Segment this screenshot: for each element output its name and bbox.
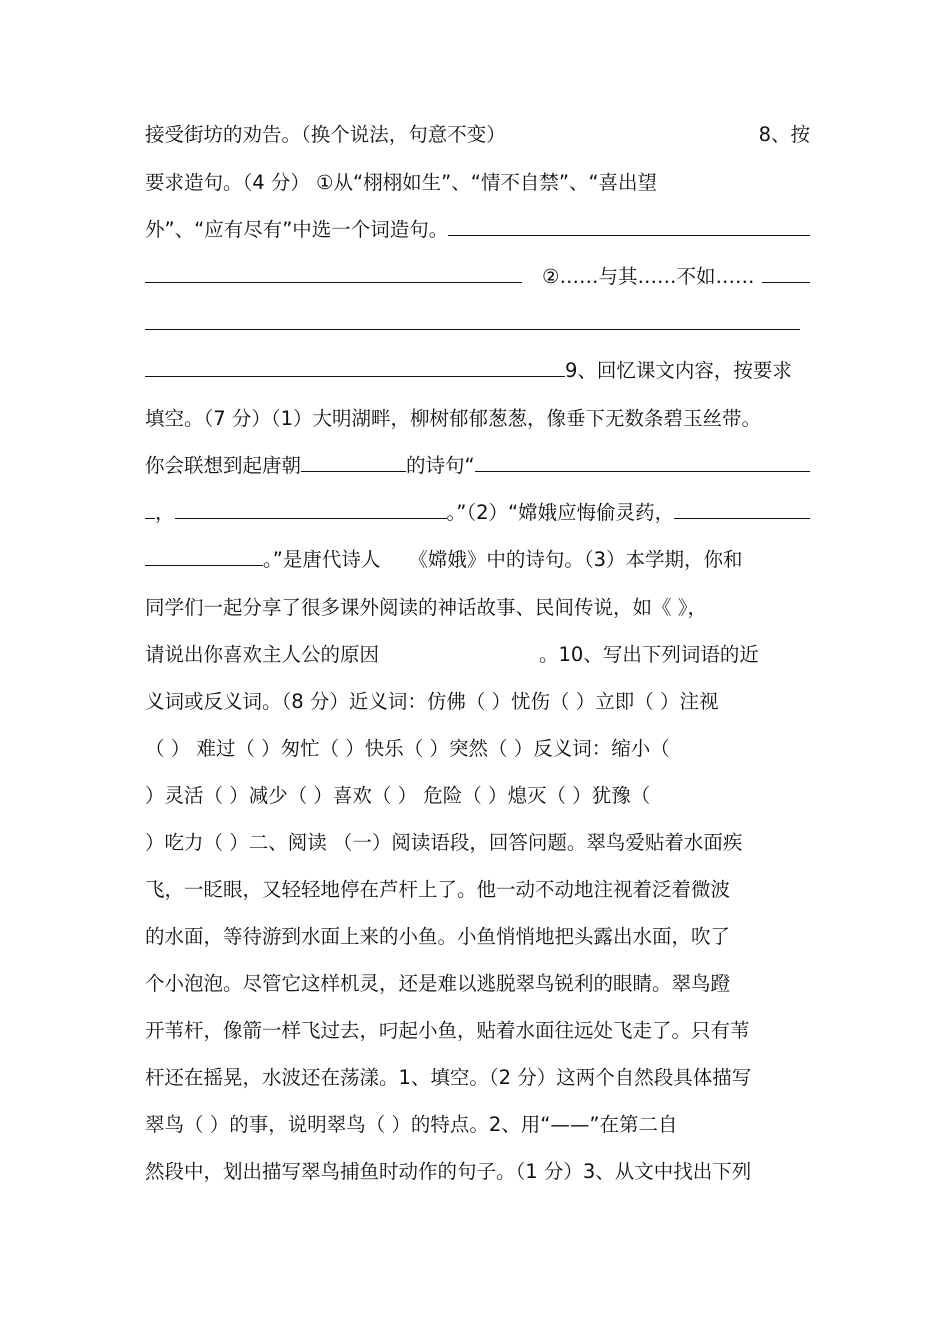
answer-blank xyxy=(762,260,810,283)
text-line: ）吃力（ ）二、阅读 （一）阅读语段，回答问题。翠鸟爱贴着水面疾 xyxy=(145,831,743,854)
text-line: 填空。（7 分）（1）大明湖畔，柳树郁郁葱葱，像垂下无数条碧玉丝带。 xyxy=(145,407,762,430)
text-segment: 9、回忆课文内容，按要求 xyxy=(565,359,792,382)
text-line: 然段中，划出描写翠鸟捕鱼时动作的句子。（1 分）3、从文中找出下列 xyxy=(145,1160,752,1183)
text-line: 杆还在摇晃，水波还在荡漾。1、填空。（2 分）这两个自然段具体描写 xyxy=(145,1066,752,1089)
text-segment: 请说出你喜欢主人公的原因 xyxy=(145,643,380,666)
text-line: ）灵活（ ）减少（ ）喜欢（ ） 危险（ ）熄灭（ ）犹豫（ xyxy=(145,784,651,807)
text-line: 开苇杆，像箭一样飞过去，叼起小鱼，贴着水面往远处飞走了。只有苇 xyxy=(145,1019,750,1042)
text-line: 义词或反义词。（8 分）近义词：仿佛（ ）忧伤（ ）立即（ ）注视 xyxy=(145,690,719,713)
text-line: 的水面，等待游到水面上来的小鱼。小鱼悄悄地把头露出水面，吹了 xyxy=(145,925,731,948)
text-line: （ ） 难过（ ）匆忙（ ）快乐（ ）突然（ ）反义词：缩小（ xyxy=(145,737,670,760)
text-line xyxy=(145,213,810,247)
text-line xyxy=(145,449,810,483)
text-line: 翠鸟（ ）的事，说明翠鸟（ ）的特点。2、用“——”在第二自 xyxy=(145,1113,678,1136)
text-line xyxy=(145,354,810,388)
text-segment: 《嫦娥》中的诗句。（3）本学期，你和 xyxy=(408,548,743,571)
text-segment: 的诗句“ xyxy=(406,454,475,477)
text-line xyxy=(145,496,810,530)
text-line: 要求造句。（4 分） ①从“栩栩如生”、“情不自禁”、“喜出望 xyxy=(145,171,658,194)
text-segment: 。”（2）“嫦娥应悔偷灵药， xyxy=(446,501,675,524)
text-segment: 8、按 xyxy=(758,123,810,146)
text-line xyxy=(145,638,810,672)
text-line: 同学们一起分享了很多课外阅读的神话故事、民间传说，如《 》， xyxy=(145,596,707,619)
answer-blank xyxy=(145,307,800,330)
text-segment: 接受街坊的劝告。（换个说法，句意不变） xyxy=(145,123,506,146)
text-segment: 。10、写出下列词语的近 xyxy=(539,643,759,666)
answer-blank xyxy=(448,213,810,236)
text-segment: ， xyxy=(155,501,175,524)
text-line: 个小泡泡。尽管它这样机灵，还是难以逃脱翠鸟锐利的眼睛。翠鸟蹬 xyxy=(145,972,731,995)
text-line xyxy=(145,307,810,341)
text-line: 飞，一眨眼，又轻轻地停在芦杆上了。他一动不动地注视着泛着微波 xyxy=(145,878,731,901)
text-line xyxy=(145,118,810,152)
text-line xyxy=(145,543,810,577)
answer-blank xyxy=(175,496,447,519)
answer-blank xyxy=(475,449,810,472)
answer-blank xyxy=(145,354,565,377)
answer-blank xyxy=(145,260,522,283)
answer-blank xyxy=(674,496,810,519)
text-segment: 外”、“应有尽有”中选一个词造句。 xyxy=(145,218,449,241)
answer-blank xyxy=(145,496,155,519)
answer-blank xyxy=(145,543,263,566)
text-line xyxy=(145,260,810,294)
text-segment: 。”是唐代诗人 xyxy=(263,548,381,571)
text-segment: ②……与其……不如…… xyxy=(542,265,755,288)
text-segment: 你会联想到起唐朝 xyxy=(145,454,302,477)
answer-blank xyxy=(301,449,406,472)
